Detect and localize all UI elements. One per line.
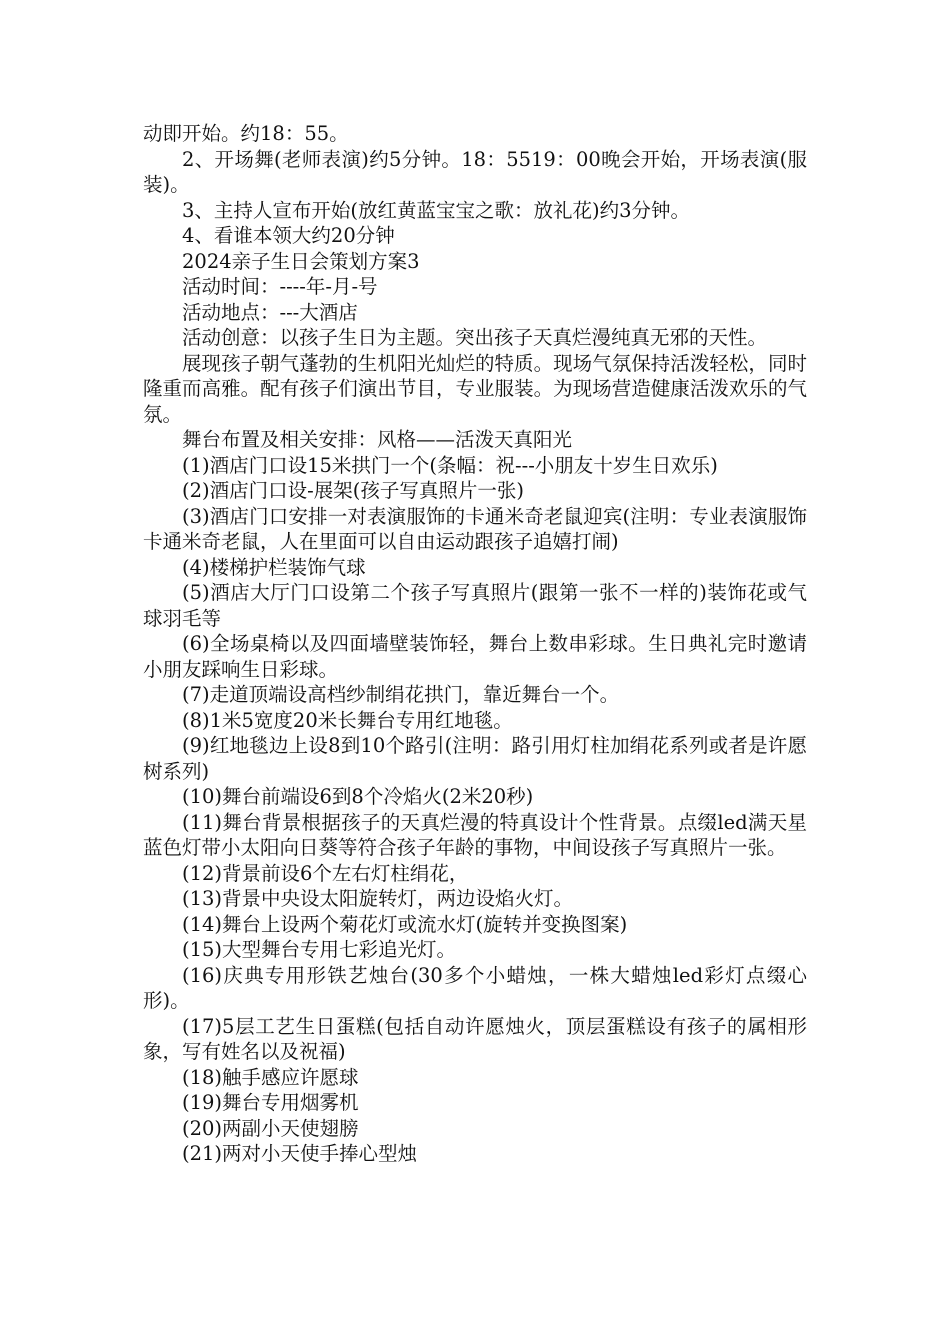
list-item: (12)背景前设6个左右灯柱绢花，: [182, 861, 469, 885]
list-item: (10)舞台前端设6到8个冷焰火(2米20秒): [182, 785, 534, 808]
list-item: (3)酒店门口安排一对表演服饰的卡通米奇老鼠迎宾(注明：专业表演服饰卡通米奇老鼠，人在里面可以自由运动跟孩子追嬉打闹): [143, 504, 807, 553]
paragraph-continuation: 动即开始。约18：55。: [143, 122, 349, 145]
list-item: (4)楼梯护栏装饰气球: [182, 555, 366, 579]
paragraph-activity-location: 活动地点：---大酒店: [182, 300, 358, 324]
list-item: (1)酒店门口设15米拱门一个(条幅：祝---小朋友十岁生日欢乐): [182, 453, 718, 477]
list-item: (15)大型舞台专用七彩追光灯。: [182, 938, 457, 961]
list-item: (5)酒店大厅门口设第二个孩子写真照片(跟第一张不一样的)装饰花或气球羽毛等: [143, 581, 807, 630]
list-item: (6)全场桌椅以及四面墙壁装饰轻，舞台上数串彩球。生日典礼完时邀请小朋友踩响生日彩球。: [143, 632, 807, 681]
list-item: (21)两对小天使手捧心型烛: [182, 1142, 418, 1165]
section-heading: 2024亲子生日会策划方案3: [182, 249, 420, 273]
list-item: (7)走道顶端设高档纱制绢花拱门，靠近舞台一个。: [182, 683, 620, 706]
paragraph-item-skill-show: 4、看谁本领大约20分钟: [182, 224, 395, 247]
document-body: [143, 121, 807, 1167]
list-item: (20)两副小天使翅膀: [182, 1116, 359, 1140]
paragraph-atmosphere: 展现孩子朝气蓬勃的生机阳光灿烂的特质。现场气氛保持活泼轻松，同时隆重而高雅。配有孩子们演出节目，专业服装。为现场营造健康活泼欢乐的气氛。: [143, 351, 807, 426]
paragraph-item-host-announcement: 3、主持人宣布开始(放红黄蓝宝宝之歌：放礼花)约3分钟。: [182, 198, 691, 222]
paragraph-activity-time: 活动时间：----年-月-号: [182, 275, 378, 298]
list-item: (13)背景中央设太阳旋转灯，两边设焰火灯。: [182, 887, 574, 910]
list-item: (11)舞台背景根据孩子的天真烂漫的特真设计个性背景。点缀led满天星蓝色灯带小太阳向日葵等符合孩子年龄的事物，中间设孩子写真照片一张。: [143, 810, 807, 859]
paragraph-item-opening-dance: 2、开场舞(老师表演)约5分钟。18：5519：00晚会开始，开场表演(服装)。: [143, 147, 807, 196]
list-item: (14)舞台上设两个菊花灯或流水灯(旋转并变换图案): [182, 912, 628, 936]
list-item: (17)5层工艺生日蛋糕(包括自动许愿烛火，顶层蛋糕设有孩子的属相形象，写有姓名以及祝福): [143, 1014, 807, 1063]
list-item: (18)触手感应许愿球: [182, 1065, 359, 1089]
list-item: (2)酒店门口设-展架(孩子写真照片一张): [182, 479, 524, 502]
list-item: (19)舞台专用烟雾机: [182, 1091, 359, 1114]
list-item: (9)红地毯边上设8到10个路引(注明：路引用灯柱加绢花系列或者是许愿树系列): [143, 734, 807, 783]
list-item: (16)庆典专用形铁艺烛台(30多个小蜡烛，一株大蜡烛led彩灯点缀心形)。: [143, 963, 807, 1012]
paragraph-activity-concept: 活动创意：以孩子生日为主题。突出孩子天真烂漫纯真无邪的天性。: [182, 326, 768, 349]
list-item: (8)1米5宽度20米长舞台专用红地毯。: [182, 708, 513, 732]
paragraph-stage-style: 舞台布置及相关安排：风格——活泼天真阳光: [182, 428, 573, 451]
